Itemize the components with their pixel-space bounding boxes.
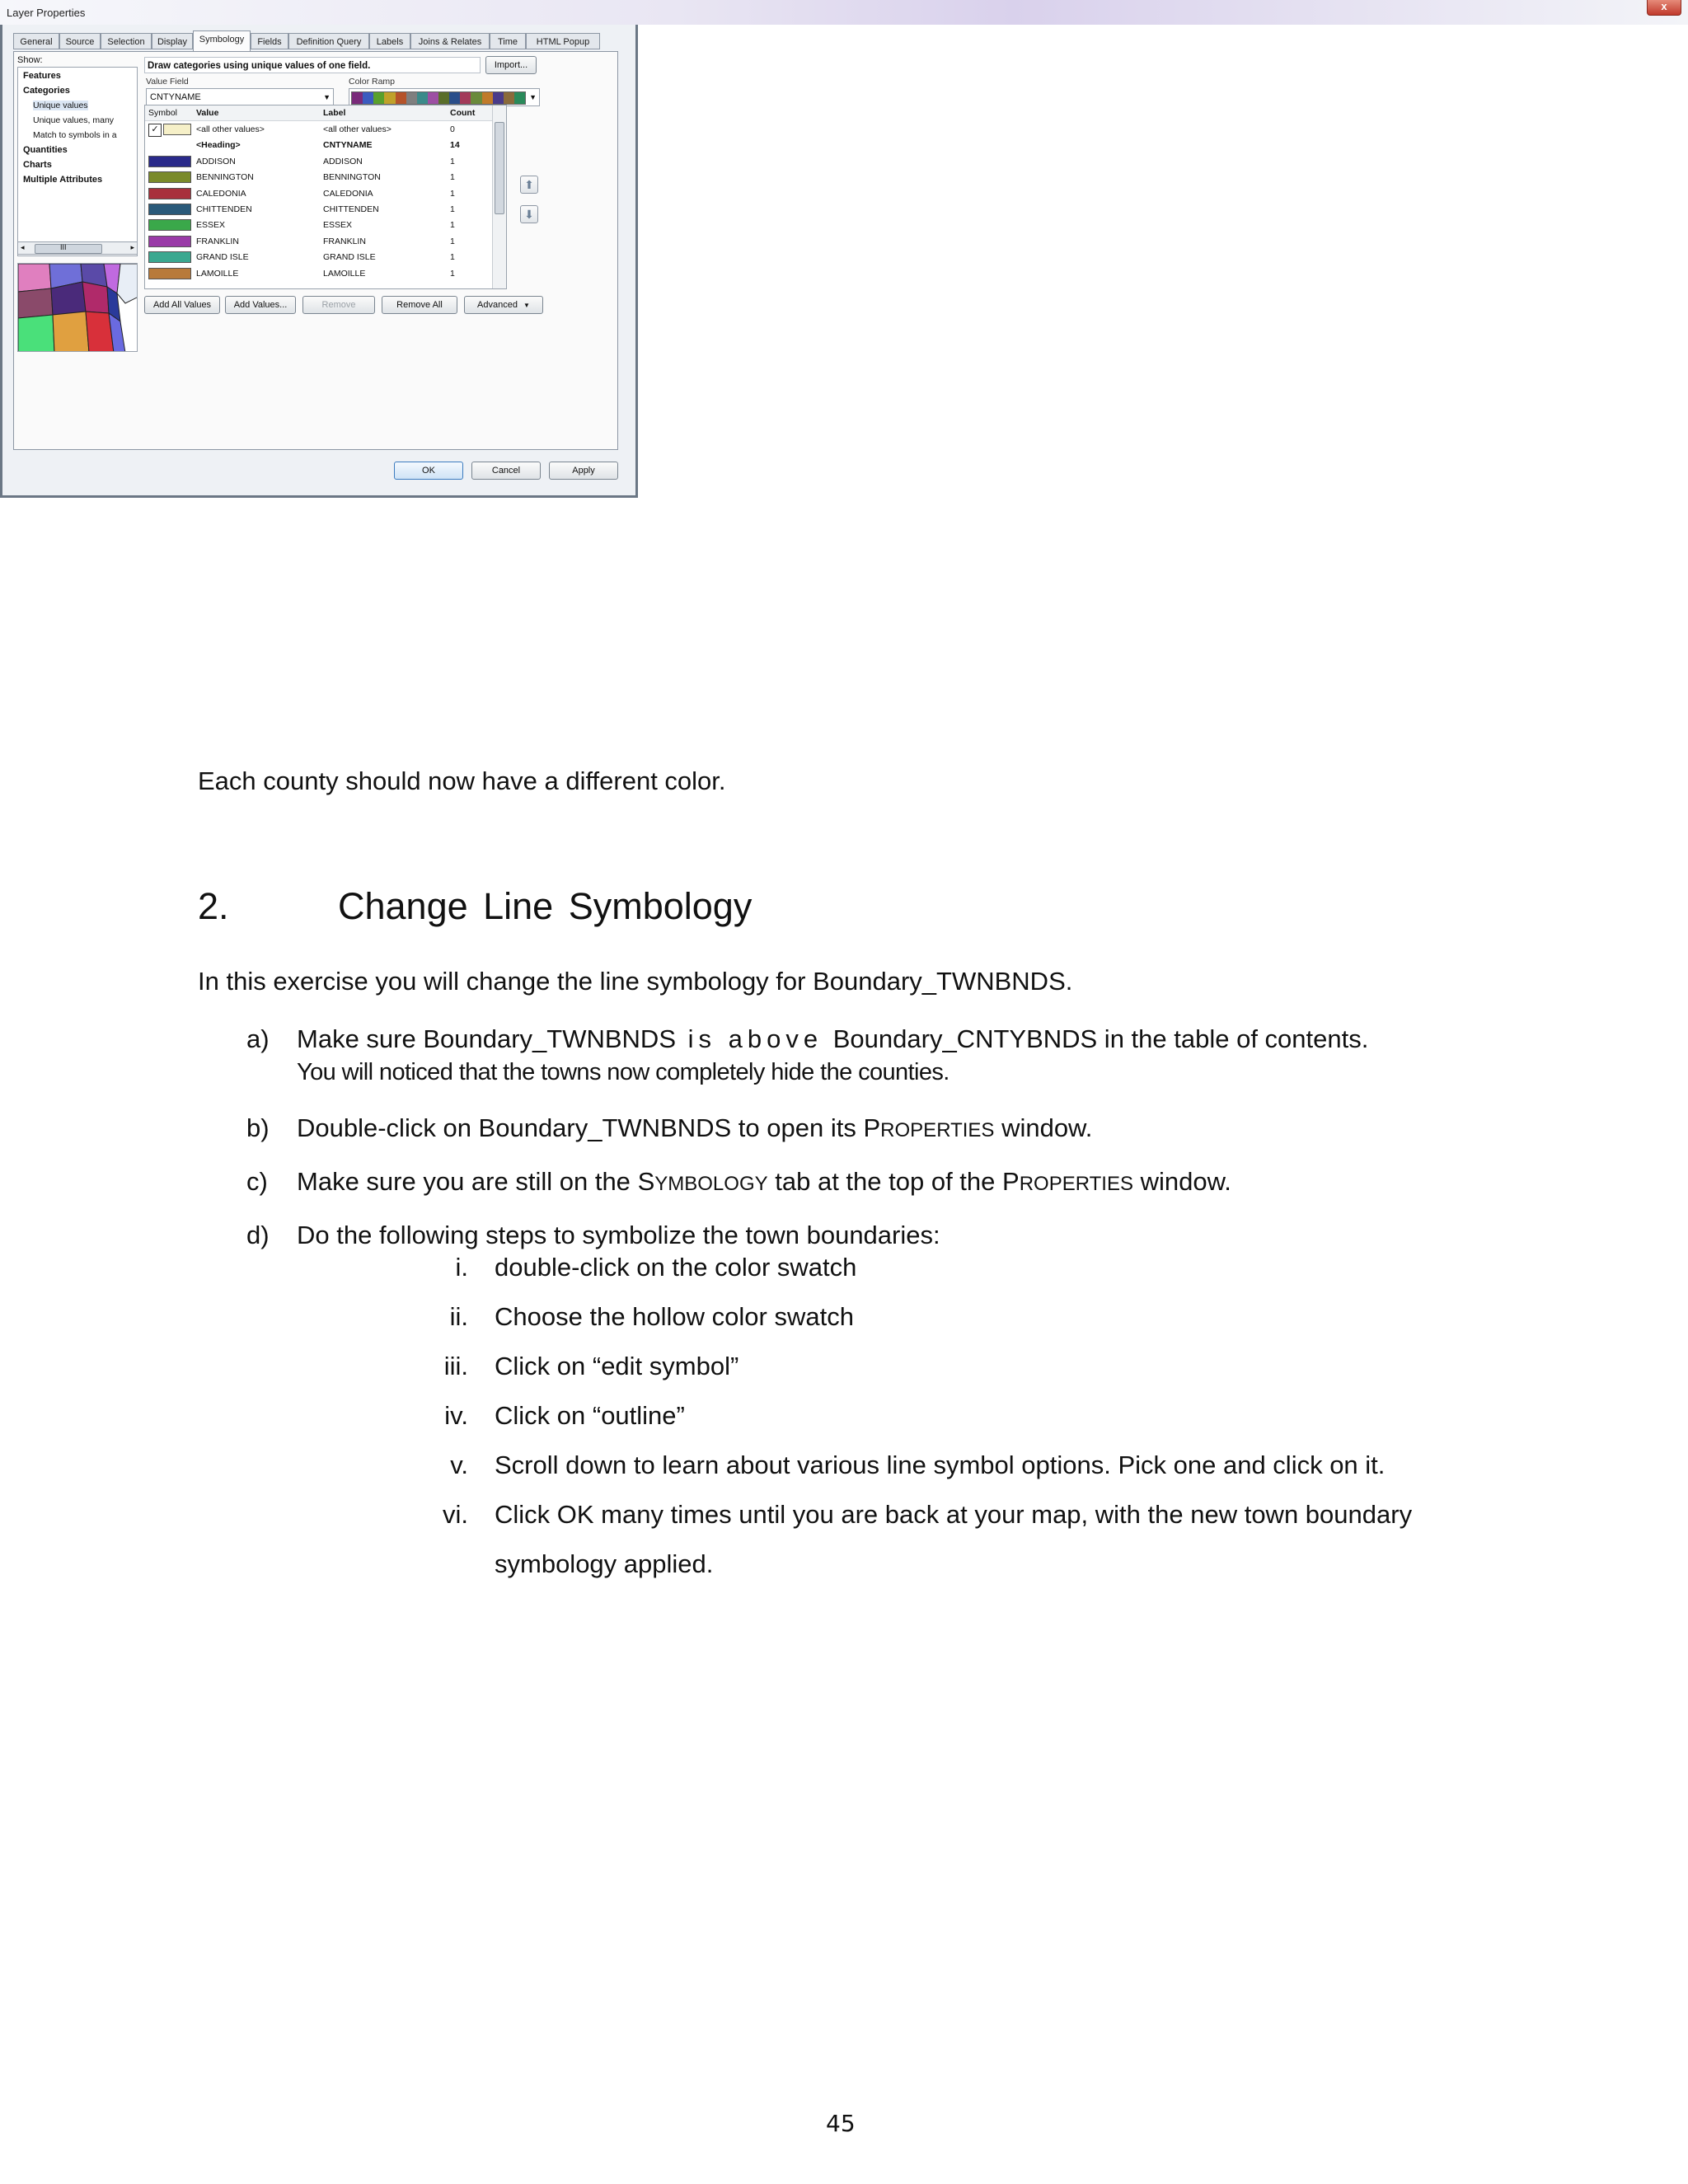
ramp-swatch [384,92,395,104]
show-label: Show: [17,55,43,65]
step-text: Click on “edit symbol” [495,1352,739,1380]
cell-value: ADDISON [196,156,236,166]
step-text: double-click on the color swatch [495,1253,857,1282]
step-text: Click OK many times until you are back at your map, with the new town boundary [495,1500,1413,1529]
symbol-swatch[interactable] [148,188,191,199]
sc-rest: ROPERTIES [880,1119,995,1141]
cell-value: FRANKLIN [196,236,239,246]
tree-categories[interactable]: Categories [23,86,70,96]
item-a-marker: a) [246,1024,270,1053]
item-b-part2: window. [1001,1113,1093,1142]
table-row[interactable] [145,218,493,233]
tree-match-symbols[interactable]: Match to symbols in a [33,130,117,140]
item-c-part2: tab at the top of the [775,1167,996,1196]
scroll-thumb[interactable] [35,244,102,254]
tree-unique-values[interactable]: Unique values [33,101,88,110]
symbol-swatch[interactable] [148,251,191,263]
sc-initial: P [1002,1167,1020,1196]
cell-count: 1 [450,156,455,166]
ok-button[interactable]: OK [394,462,463,480]
ramp-swatch [493,92,504,104]
ramp-swatch [482,92,493,104]
cell-label: BENNINGTON [323,172,381,183]
item-c-part1: Make sure you are still on the [297,1167,631,1196]
cell-value: CALEDONIA [196,188,246,199]
tree-charts[interactable]: Charts [23,160,52,170]
tab-source[interactable]: Source [59,33,101,49]
ramp-swatch [396,92,406,104]
draw-categories-title: Draw categories using unique values of one field. [144,57,481,73]
item-a-line2: You will noticed that the towns now completely hide the counties. [297,1059,950,1085]
ramp-swatch [373,92,384,104]
add-all-values-button[interactable]: Add All Values [144,296,220,314]
ramp-swatch [406,92,417,104]
step-number: v. [450,1451,468,1479]
tab-joins-relates[interactable]: Joins & Relates [410,33,490,49]
symbol-swatch[interactable] [148,171,191,183]
tree-features[interactable]: Features [23,71,61,81]
step-text-continuation: symbology applied. [495,1549,714,1578]
caption: Each county should now have a different color. [198,766,726,795]
cell-value: CHITTENDEN [196,204,252,214]
cell-label: <all other values> [323,124,392,134]
item-d-marker: d) [246,1221,270,1249]
tab-time[interactable]: Time [490,33,526,49]
layer-properties-dialog [0,0,1667,498]
renderer-tree [17,67,138,256]
symbol-swatch[interactable] [163,124,191,135]
symbology-smallcaps [638,1167,768,1196]
cell-count: 1 [450,204,455,214]
table-row[interactable] [145,250,493,265]
item-c-marker: c) [246,1167,268,1196]
cell-count: 1 [450,188,455,199]
table-row[interactable] [145,202,493,218]
value-field-label: Value Field [146,77,189,87]
tab-display[interactable]: Display [152,33,193,49]
chevron-down-icon: ▼ [529,93,537,101]
header-label[interactable]: Label [323,108,346,118]
add-values-button[interactable]: Add Values... [225,296,296,314]
step-number: i. [455,1253,468,1282]
item-c-part3: window. [1140,1167,1231,1196]
header-count[interactable]: Count [450,108,476,118]
header-symbol[interactable]: Symbol [148,108,178,118]
cell-label: CHITTENDEN [323,204,379,214]
color-ramp-select[interactable] [349,88,540,106]
sc-rest: YMBOLOGY [654,1173,768,1195]
symbol-swatch[interactable] [148,219,191,231]
table-row[interactable] [145,154,493,170]
ramp-swatch [438,92,449,104]
ramp-swatch [449,92,460,104]
ramp-swatch [504,92,514,104]
cell-value: BENNINGTON [196,172,254,183]
item-b-marker: b) [246,1113,270,1142]
dialog-title: Layer Properties [7,7,86,19]
table-row[interactable] [145,186,493,202]
ramp-swatch [417,92,428,104]
section-number: 2. [198,885,229,927]
sc-initial: S [637,1167,655,1196]
tab-selection[interactable]: Selection [101,33,152,49]
tab-symbology[interactable]: Symbology [193,30,251,51]
cell-label: GRAND ISLE [323,252,376,263]
preview-map-thumbnail [17,263,138,352]
item-a-text [297,1026,1368,1052]
item-d-text: Do the following steps to symbolize the town boundaries: [297,1221,940,1249]
cell-count: 14 [450,140,460,151]
advanced-button[interactable] [464,296,543,314]
unique-values-grid [144,105,507,289]
table-row[interactable] [145,170,493,185]
properties-smallcaps [1002,1167,1133,1196]
section-title: Change Line Symbology [338,885,753,927]
advanced-label: Advanced [477,300,518,310]
scroll-right-icon[interactable]: ▸ [130,243,134,251]
ramp-swatch [363,92,373,104]
cell-count: 1 [450,220,455,231]
ramp-swatch [428,92,438,104]
step-text: Choose the hollow color swatch [495,1302,854,1331]
symbol-swatch[interactable] [148,268,191,279]
table-row[interactable] [145,266,493,282]
ramp-swatch [352,92,363,104]
grid-vertical-scrollbar[interactable] [492,105,506,288]
item-b-part1: Double-click on Boundary_TWNBNDS to open its [297,1113,856,1142]
cell-label: CALEDONIA [323,188,373,199]
sc-initial: P [863,1113,881,1142]
chevron-down-icon: ▼ [323,93,331,101]
properties-smallcaps [863,1113,994,1142]
item-a-is: is [687,1024,717,1053]
tab-html-popup[interactable]: HTML Popup [526,33,600,49]
checkbox-icon[interactable]: ✓ [148,124,162,137]
grid-scroll-thumb[interactable] [495,122,504,214]
cell-count: 1 [450,268,455,279]
item-a-part2: Boundary_CNTYBNDS in the table of contents. [832,1024,1369,1053]
ramp-swatch [460,92,471,104]
cell-count: 1 [450,172,455,183]
tree-horizontal-scrollbar[interactable] [17,241,138,255]
tree-multiple-attributes[interactable]: Multiple Attributes [23,175,103,185]
color-ramp-label: Color Ramp [349,77,396,87]
cell-label: ESSEX [323,220,353,231]
item-b-text [297,1115,1092,1141]
cell-value: ESSEX [196,220,226,231]
scroll-left-icon[interactable]: ◂ [21,243,25,251]
item-c-text [297,1169,1231,1194]
item-a-part1: Make sure Boundary_TWNBNDS [297,1024,676,1053]
cell-label: CNTYNAME [323,140,373,151]
tab-general[interactable]: General [13,33,59,49]
move-up-arrow-icon[interactable]: ⬆ [520,176,538,194]
step-number: iii. [443,1352,468,1380]
step-number: ii. [449,1302,468,1331]
tab-labels[interactable]: Labels [369,33,410,49]
table-row[interactable] [145,122,493,138]
cell-label: ADDISON [323,156,363,166]
apply-button[interactable]: Apply [549,462,618,480]
page-number: 45 [826,2110,856,2137]
symbol-swatch[interactable] [148,236,191,247]
ramp-swatch [471,92,481,104]
table-row[interactable] [145,138,493,153]
grid-header [145,105,506,121]
table-row[interactable] [145,234,493,250]
symbology-panel [13,51,618,450]
symbol-swatch[interactable] [148,204,191,215]
cell-value: <all other values> [196,124,265,134]
symbol-swatch[interactable] [148,156,191,167]
item-a-above: above [728,1024,823,1053]
cell-count: 0 [450,124,455,134]
step-number: vi. [443,1500,468,1529]
cell-value: GRAND ISLE [196,252,249,263]
cell-label: LAMOILLE [323,268,366,279]
ramp-swatch [514,92,525,104]
dialog-titlebar: Layer Properties x [0,0,638,25]
import-button[interactable]: Import... [485,56,537,74]
color-ramp-preview [351,91,526,105]
remove-all-button[interactable]: Remove All [382,296,457,314]
step-text: Scroll down to learn about various line symbol options. Pick one and click on it. [495,1451,1386,1479]
chevron-down-icon: ▼ [523,302,530,309]
step-text: Click on “outline” [495,1401,685,1430]
tab-definition-query[interactable]: Definition Query [288,33,369,49]
tab-fields[interactable]: Fields [251,33,288,49]
header-value[interactable]: Value [196,108,219,118]
sc-rest: ROPERTIES [1019,1173,1133,1195]
value-field-select[interactable] [146,88,334,106]
cancel-button[interactable]: Cancel [471,462,541,480]
remove-button[interactable]: Remove [302,296,375,314]
cell-value: <Heading> [196,140,241,151]
tree-quantities[interactable]: Quantities [23,145,68,155]
cell-value: LAMOILLE [196,268,239,279]
tree-unique-values-many[interactable]: Unique values, many [33,115,115,125]
scroll-grip: III [60,243,67,251]
cell-label: FRANKLIN [323,236,366,246]
value-field-value: CNTYNAME [150,92,201,102]
cell-count: 1 [450,252,455,263]
cell-count: 1 [450,236,455,246]
intro-paragraph: In this exercise you will change the line symbology for Boundary_TWNBNDS. [198,967,1073,996]
move-down-arrow-icon[interactable]: ⬇ [520,205,538,223]
step-number: iv. [444,1401,468,1430]
